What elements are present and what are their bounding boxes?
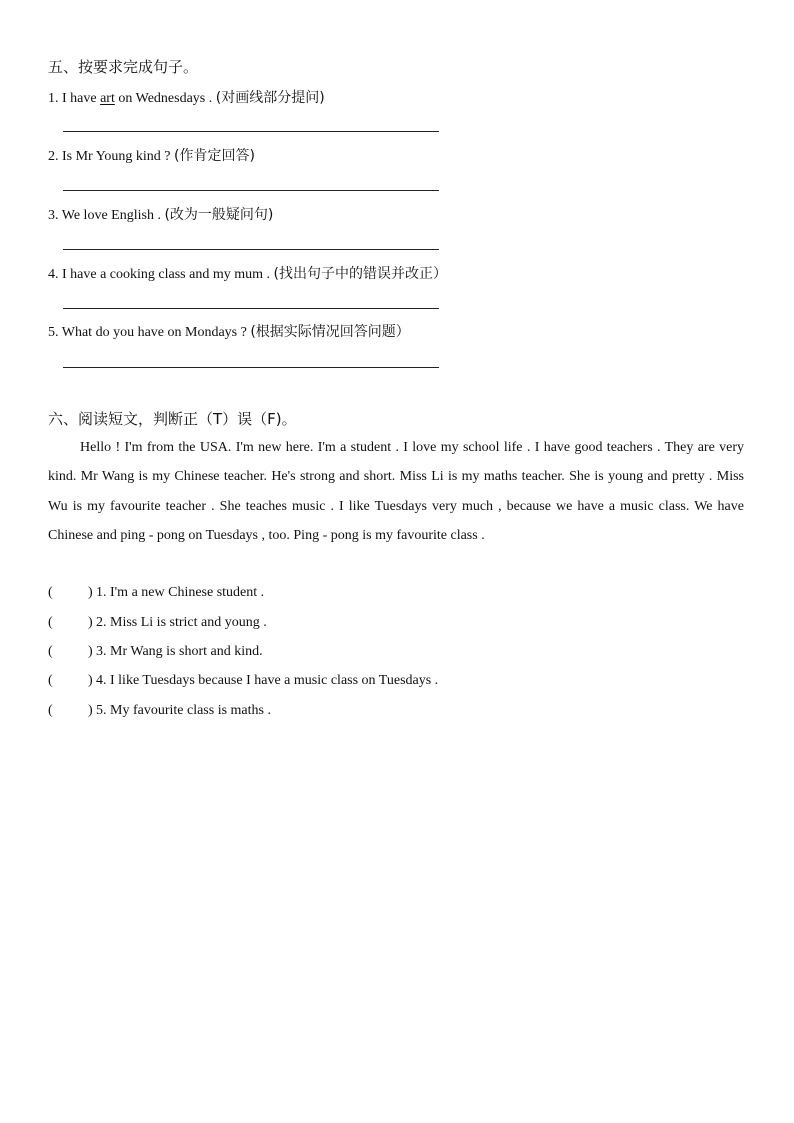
statement-2-text: 2. Miss Li is strict and young .	[96, 615, 267, 630]
question-4-instruction: (找出句子中的错误并改正）	[273, 266, 447, 282]
answer-bracket-open[interactable]: (	[48, 644, 53, 659]
statement-1-text: 1. I'm a new Chinese student .	[96, 585, 265, 600]
question-3-number: 3.	[48, 208, 59, 223]
answer-line-5[interactable]	[63, 367, 439, 368]
statement-4-text: 4. I like Tuesdays because I have a music class on Tuesdays .	[96, 673, 439, 688]
answer-line-1[interactable]	[63, 131, 439, 132]
section6-heading: 六、阅读短文，判断正（T）误（F)。	[48, 410, 297, 428]
question-3-text: We love English .	[61, 208, 165, 223]
question-4-text: I have a cooking class and my mum .	[62, 267, 274, 282]
question-1-instruction: (对画线部分提问)	[215, 90, 325, 106]
question-2-instruction: (作肯定回答)	[174, 148, 255, 164]
statement-5-text: 5. My favourite class is maths .	[96, 703, 271, 718]
question-1-underlined: art	[100, 91, 115, 106]
answer-line-3[interactable]	[63, 249, 439, 250]
question-2	[48, 145, 255, 165]
answer-line-2[interactable]	[63, 190, 439, 191]
question-1-number: 1.	[48, 91, 59, 106]
statement-3-text: 3. Mr Wang is short and kind.	[96, 644, 263, 659]
answer-line-4[interactable]	[63, 308, 439, 309]
section5-heading: 五、按要求完成句子。	[48, 58, 199, 76]
answer-bracket-close: )	[88, 615, 93, 630]
statement-4	[48, 673, 438, 689]
reading-passage: Hello ! I'm from the USA. I'm new here. I'm a student . I love my school life . I have good teachers . They are very kind. Mr Wang is my Chinese teacher. He's strong and short. Miss Li is my maths teacher. She is young and pretty . Miss Wu is my favourite teacher . She teaches music . I like Tuesdays very much , because we have a music class. We have Chinese and ping - pong on Tuesdays , too. Ping - pong is my favourite class .	[48, 440, 744, 543]
question-2-number: 2.	[48, 149, 59, 164]
statement-3	[48, 644, 263, 660]
answer-bracket-close: )	[88, 703, 93, 718]
question-5-instruction: (根据实际情况回答问题）	[250, 324, 410, 340]
answer-bracket-open[interactable]: (	[48, 615, 53, 630]
question-3	[48, 204, 273, 224]
question-5-number: 5.	[48, 325, 59, 340]
answer-bracket-open[interactable]: (	[48, 703, 53, 718]
question-3-instruction: (改为一般疑问句)	[164, 207, 274, 223]
question-1	[48, 87, 325, 107]
answer-bracket-open[interactable]: (	[48, 585, 53, 600]
question-4	[48, 263, 447, 283]
question-1-pre: I have	[62, 91, 101, 106]
question-1-post: on Wednesdays .	[114, 91, 216, 106]
statement-1	[48, 585, 264, 601]
statement-5	[48, 703, 271, 719]
answer-bracket-close: )	[88, 644, 93, 659]
question-5-text: What do you have on Mondays ?	[61, 325, 251, 340]
answer-bracket-open[interactable]: (	[48, 673, 53, 688]
question-5	[48, 321, 410, 341]
answer-bracket-close: )	[88, 585, 93, 600]
statement-2	[48, 615, 267, 631]
question-4-number: 4.	[48, 267, 59, 282]
answer-bracket-close: )	[88, 673, 93, 688]
question-2-text: Is Mr Young kind ?	[62, 149, 175, 164]
